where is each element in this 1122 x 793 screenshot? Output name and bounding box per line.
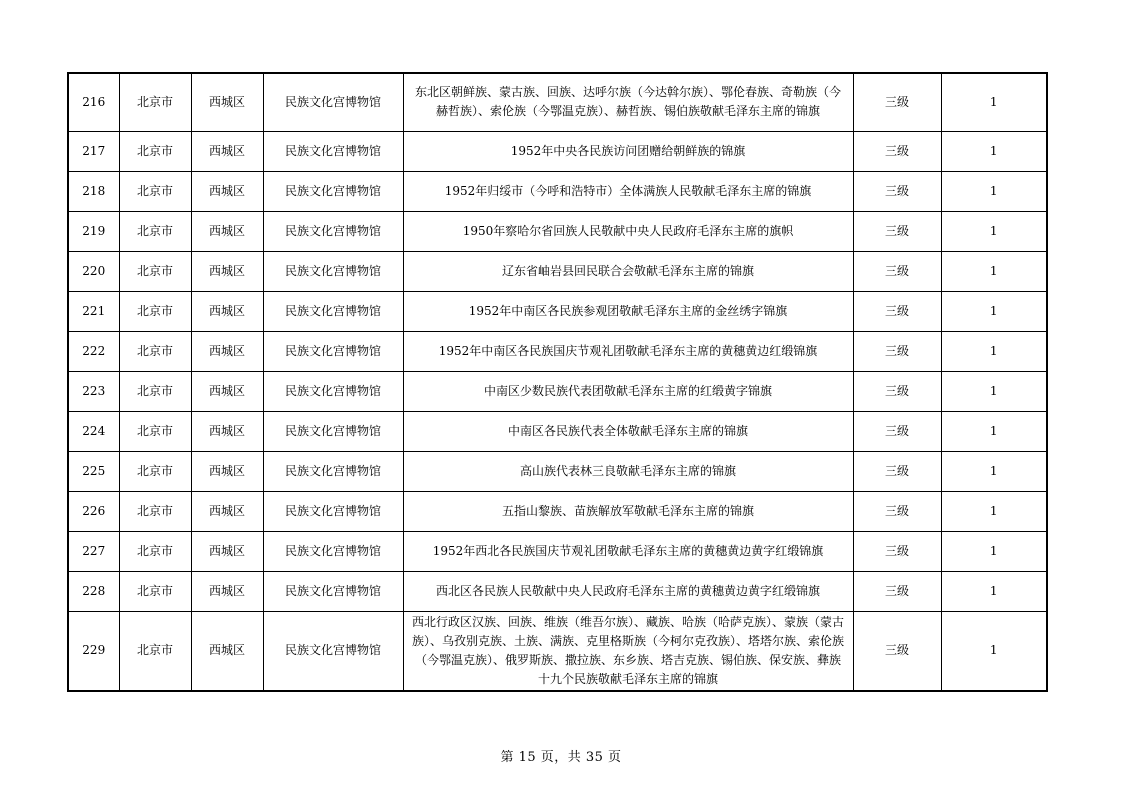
cell-count: 1 (941, 331, 1047, 371)
cell-grade: 三级 (853, 491, 941, 531)
table-row (68, 331, 1047, 371)
cell-count: 1 (941, 491, 1047, 531)
cell-count: 1 (941, 251, 1047, 291)
cell-museum: 民族文化宫博物馆 (263, 291, 403, 331)
cell-count: 1 (941, 291, 1047, 331)
cell-museum: 民族文化宫博物馆 (263, 171, 403, 211)
cell-museum: 民族文化宫博物馆 (263, 571, 403, 611)
cell-description: 中南区各民族代表全体敬献毛泽东主席的锦旗 (403, 411, 853, 451)
cell-description: 东北区朝鲜族、蒙古族、回族、达呼尔族（今达斡尔族）、鄂伦春族、奇勒族（今赫哲族）、索伦族（今鄂温克族）、赫哲族、锡伯族敬献毛泽东主席的锦旗 (403, 73, 853, 131)
cell-count: 1 (941, 451, 1047, 491)
cell-count: 1 (941, 211, 1047, 251)
cell-description: 辽东省岫岩县回民联合会敬献毛泽东主席的锦旗 (403, 251, 853, 291)
cell-district: 西城区 (191, 411, 263, 451)
cell-museum: 民族文化宫博物馆 (263, 371, 403, 411)
cell-district: 西城区 (191, 491, 263, 531)
cell-count: 1 (941, 531, 1047, 571)
cell-city: 北京市 (119, 331, 191, 371)
cell-serial-number: 218 (68, 171, 119, 211)
cell-grade: 三级 (853, 171, 941, 211)
cell-district: 西城区 (191, 531, 263, 571)
cell-city: 北京市 (119, 451, 191, 491)
cell-description: 1952年归绥市（今呼和浩特市）全体满族人民敬献毛泽东主席的锦旗 (403, 171, 853, 211)
table-row (68, 451, 1047, 491)
cell-description: 1952年西北各民族国庆节观礼团敬献毛泽东主席的黄穗黄边黄字红缎锦旗 (403, 531, 853, 571)
cell-grade: 三级 (853, 531, 941, 571)
cell-city: 北京市 (119, 571, 191, 611)
cell-city: 北京市 (119, 371, 191, 411)
cell-grade: 三级 (853, 211, 941, 251)
cell-serial-number: 219 (68, 211, 119, 251)
cell-description: 中南区少数民族代表团敬献毛泽东主席的红缎黄字锦旗 (403, 371, 853, 411)
cell-district: 西城区 (191, 251, 263, 291)
cell-district: 西城区 (191, 571, 263, 611)
cell-museum: 民族文化宫博物馆 (263, 491, 403, 531)
cell-serial-number: 221 (68, 291, 119, 331)
cell-description: 1952年中南区各民族参观团敬献毛泽东主席的金丝绣字锦旗 (403, 291, 853, 331)
table-row (68, 73, 1047, 131)
table-row (68, 251, 1047, 291)
cell-city: 北京市 (119, 411, 191, 451)
cell-museum: 民族文化宫博物馆 (263, 211, 403, 251)
cell-description: 1950年察哈尔省回族人民敬献中央人民政府毛泽东主席的旗帜 (403, 211, 853, 251)
cell-serial-number: 224 (68, 411, 119, 451)
cell-museum: 民族文化宫博物馆 (263, 411, 403, 451)
cell-museum: 民族文化宫博物馆 (263, 451, 403, 491)
cell-district: 西城区 (191, 73, 263, 131)
cell-count: 1 (941, 171, 1047, 211)
cell-museum: 民族文化宫博物馆 (263, 251, 403, 291)
cell-district: 西城区 (191, 331, 263, 371)
cell-serial-number: 227 (68, 531, 119, 571)
cell-district: 西城区 (191, 291, 263, 331)
cell-serial-number: 217 (68, 131, 119, 171)
table-row (68, 131, 1047, 171)
cell-museum: 民族文化宫博物馆 (263, 531, 403, 571)
cell-description: 1952年中南区各民族国庆节观礼团敬献毛泽东主席的黄穗黄边红缎锦旗 (403, 331, 853, 371)
cell-district: 西城区 (191, 171, 263, 211)
cell-district: 西城区 (191, 611, 263, 691)
cell-serial-number: 222 (68, 331, 119, 371)
cell-count: 1 (941, 73, 1047, 131)
cell-district: 西城区 (191, 371, 263, 411)
cell-serial-number: 216 (68, 73, 119, 131)
cell-description: 五指山黎族、苗族解放军敬献毛泽东主席的锦旗 (403, 491, 853, 531)
page-number-footer: 第 15 页，共 35 页 (500, 750, 622, 765)
cell-museum: 民族文化宫博物馆 (263, 331, 403, 371)
relics-table (67, 72, 1048, 692)
cell-serial-number: 223 (68, 371, 119, 411)
cell-city: 北京市 (119, 211, 191, 251)
cell-city: 北京市 (119, 251, 191, 291)
cell-grade: 三级 (853, 611, 941, 691)
cell-grade: 三级 (853, 571, 941, 611)
cell-grade: 三级 (853, 131, 941, 171)
cell-museum: 民族文化宫博物馆 (263, 73, 403, 131)
cell-grade: 三级 (853, 371, 941, 411)
cell-description: 高山族代表林三良敬献毛泽东主席的锦旗 (403, 451, 853, 491)
cell-city: 北京市 (119, 131, 191, 171)
cell-city: 北京市 (119, 171, 191, 211)
cell-grade: 三级 (853, 251, 941, 291)
cell-serial-number: 225 (68, 451, 119, 491)
cell-description: 1952年中央各民族访问团赠给朝鲜族的锦旗 (403, 131, 853, 171)
cell-city: 北京市 (119, 531, 191, 571)
table-row (68, 171, 1047, 211)
cell-grade: 三级 (853, 73, 941, 131)
table-row (68, 611, 1047, 691)
cell-grade: 三级 (853, 291, 941, 331)
table-row (68, 371, 1047, 411)
cell-serial-number: 220 (68, 251, 119, 291)
cell-count: 1 (941, 371, 1047, 411)
cell-district: 西城区 (191, 211, 263, 251)
cell-museum: 民族文化宫博物馆 (263, 611, 403, 691)
table-row (68, 531, 1047, 571)
cell-description: 西北行政区汉族、回族、维族（维吾尔族）、藏族、哈族（哈萨克族）、蒙族（蒙古族）、乌孜别克族、土族、满族、克里格斯族（今柯尔克孜族）、塔塔尔族、索伦族（今鄂温克族）、俄罗斯族、撒拉族、东乡族、塔吉克族、锡伯族、保安族、彝族十九个民族敬献毛泽东主席的锦旗 (403, 611, 853, 691)
cell-count: 1 (941, 611, 1047, 691)
cell-city: 北京市 (119, 491, 191, 531)
table-row (68, 571, 1047, 611)
cell-grade: 三级 (853, 451, 941, 491)
table-row (68, 411, 1047, 451)
cell-count: 1 (941, 571, 1047, 611)
table-row (68, 291, 1047, 331)
cell-description: 西北区各民族人民敬献中央人民政府毛泽东主席的黄穗黄边黄字红缎锦旗 (403, 571, 853, 611)
table-row (68, 211, 1047, 251)
cell-city: 北京市 (119, 611, 191, 691)
cell-count: 1 (941, 411, 1047, 451)
cell-district: 西城区 (191, 451, 263, 491)
cell-city: 北京市 (119, 73, 191, 131)
cell-grade: 三级 (853, 411, 941, 451)
cell-museum: 民族文化宫博物馆 (263, 131, 403, 171)
cell-district: 西城区 (191, 131, 263, 171)
cell-city: 北京市 (119, 291, 191, 331)
table-row (68, 491, 1047, 531)
cell-serial-number: 226 (68, 491, 119, 531)
cell-count: 1 (941, 131, 1047, 171)
cell-serial-number: 228 (68, 571, 119, 611)
cell-grade: 三级 (853, 331, 941, 371)
cell-serial-number: 229 (68, 611, 119, 691)
